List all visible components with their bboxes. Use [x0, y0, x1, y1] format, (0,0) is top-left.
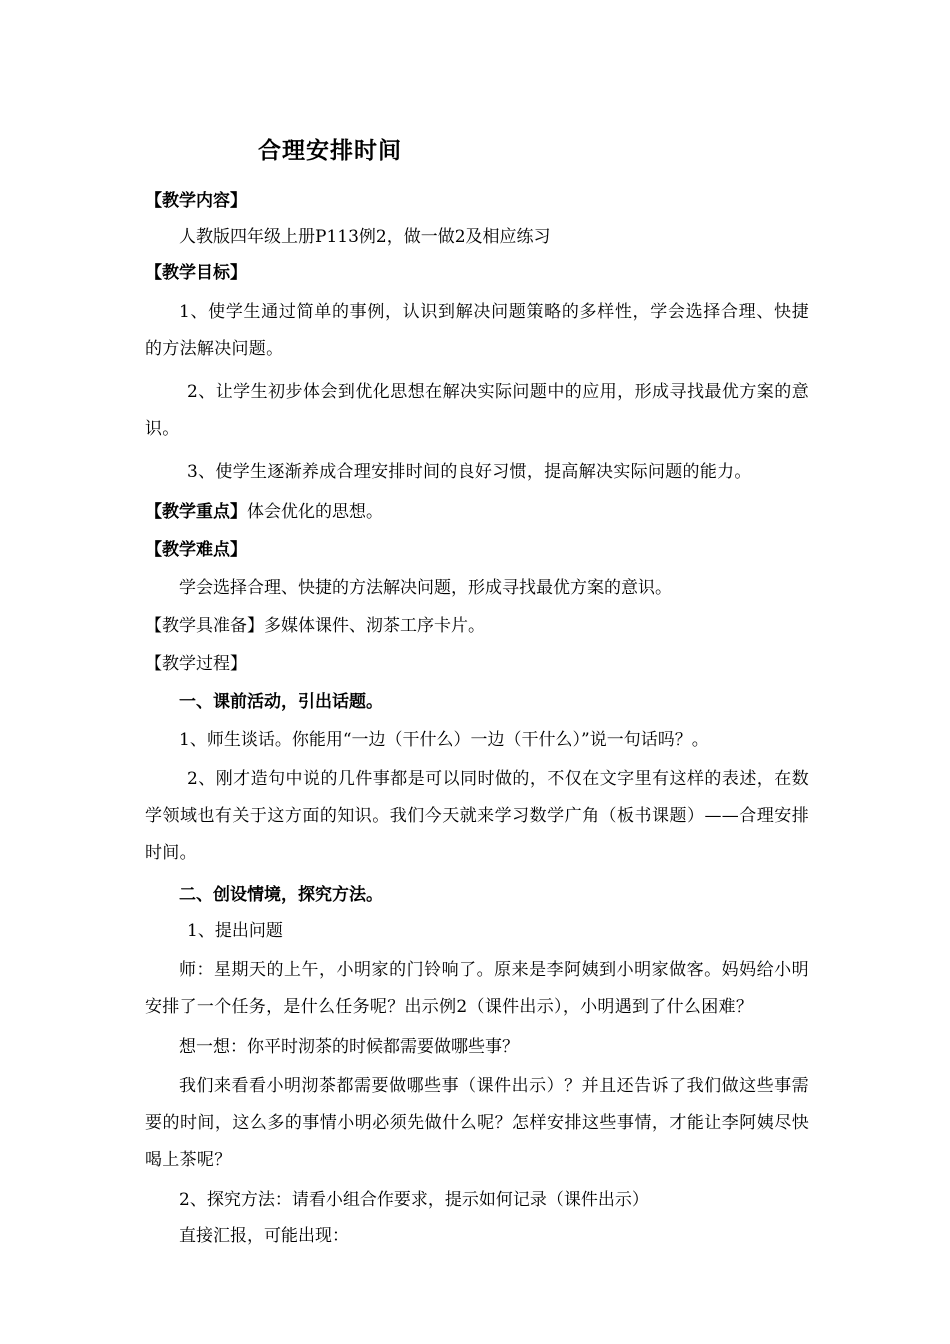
document-body: [145, 186, 809, 1251]
content-text: 人教版四年级上册P113例2，做一做2及相应练习: [179, 227, 551, 247]
materials-text: 【教学具准备】多媒体课件、沏茶工序卡片。: [145, 616, 485, 636]
tea-steps-paragraph: 我们来看看小明沏茶都需要做哪些事（课件出示）？并且还告诉了我们做这些事需要的时间，这么多的事情小明必须先做什么呢？怎样安排这些事情，才能让李阿姨尽快喝上茶呢？: [145, 1076, 809, 1170]
step-2-text: 2、刚才造句中说的几件事都是可以同时做的，不仅在文字里有这样的表述，在数学领域也有关于这方面的知识。我们今天就来学习数学广角（板书课题）——合理安排时间。: [145, 769, 809, 863]
report-text: 直接汇报，可能出现：: [179, 1226, 349, 1246]
part-one-heading: 一、课前活动，引出话题。: [179, 692, 383, 712]
section-heading-process: 【教学过程】: [145, 654, 247, 674]
teacher-dialogue: 师：星期天的上午，小明家的门铃响了。原来是李阿姨到小明家做客。妈妈给小明安排了一个任务，是什么任务呢？出示例2（课件出示），小明遇到了什么困难？: [145, 960, 809, 1017]
key-point-row: [145, 497, 809, 527]
subheading-raise-question: 1、提出问题: [187, 921, 283, 941]
section-heading-objectives: 【教学目标】: [145, 263, 247, 283]
section-heading-content: 【教学内容】: [145, 191, 247, 211]
explore-method-text: 2、探究方法：请看小组合作要求，提示如何记录（课件出示）: [179, 1190, 649, 1210]
key-point-text: 体会优化的思想。: [247, 502, 383, 522]
section-heading-key-point: 【教学重点】: [145, 502, 247, 522]
difficulty-text: 学会选择合理、快捷的方法解决问题，形成寻找最优方案的意识。: [179, 578, 672, 598]
think-prompt: 想一想：你平时沏茶的时候都需要做哪些事？: [179, 1037, 519, 1057]
document-title: 合理安排时间: [258, 138, 402, 164]
section-heading-difficulty: 【教学难点】: [145, 540, 247, 560]
objective-3: 3、使学生逐渐养成合理安排时间的良好习惯，提高解决实际问题的能力。: [187, 462, 752, 482]
objective-1: 1、使学生通过简单的事例，认识到解决问题策略的多样性，学会选择合理、快捷的方法解决问题。: [145, 302, 809, 359]
objective-2: 2、让学生初步体会到优化思想在解决实际问题中的应用，形成寻找最优方案的意识。: [145, 382, 809, 439]
part-two-heading: 二、创设情境，探究方法。: [179, 885, 383, 905]
step-1-text: 1、师生谈话。你能用“一边（干什么）一边（干什么）”说一句话吗？。: [179, 730, 709, 750]
